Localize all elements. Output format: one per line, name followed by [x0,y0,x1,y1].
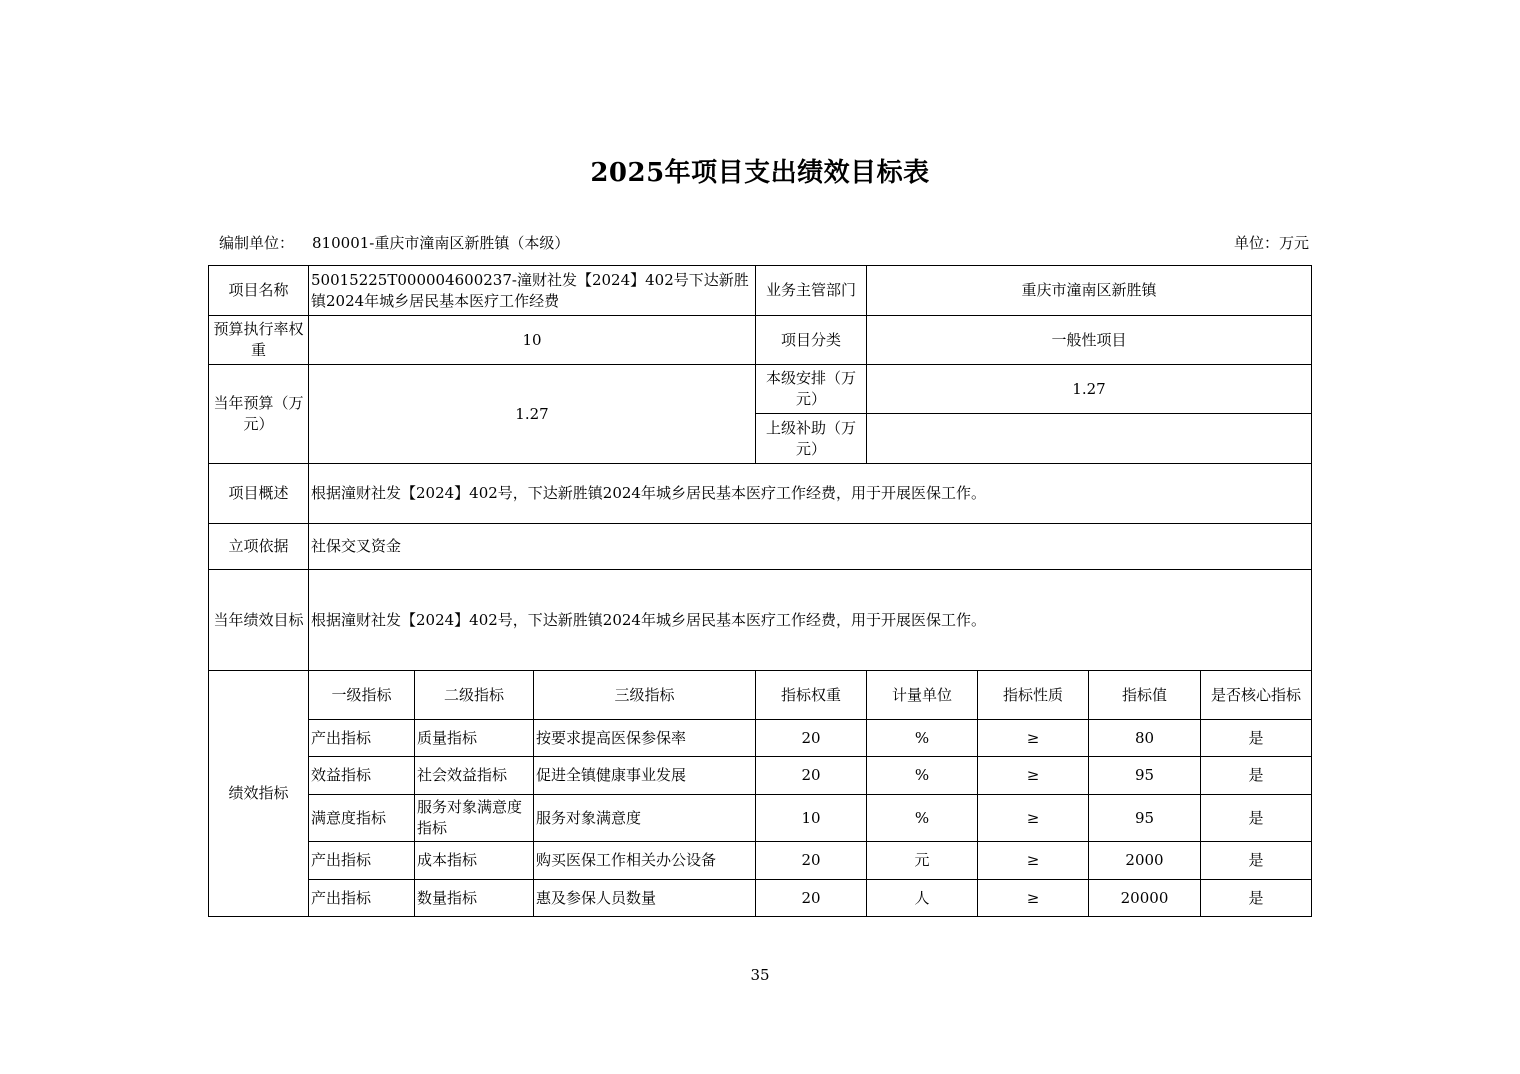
indicator-level1: 产出指标 [309,880,415,917]
indicator-weight: 20 [756,880,867,917]
indicator-weight: 20 [756,842,867,880]
basis-value: 社保交叉资金 [309,524,1312,570]
column-header: 计量单位 [867,671,978,720]
indicator-unit: % [867,720,978,757]
category-value: 一般性项目 [867,316,1312,365]
indicator-level2: 数量指标 [415,880,534,917]
perf-indicator-label: 绩效指标 [209,671,309,917]
basis-label: 立项依据 [209,524,309,570]
indicator-level1: 效益指标 [309,757,415,795]
indicator-header-row [209,671,1312,720]
indicator-unit: 元 [867,842,978,880]
indicator-weight: 10 [756,795,867,842]
column-header: 是否核心指标 [1201,671,1312,720]
compiling-unit-label: 编制单位： [219,234,295,252]
indicator-level2: 服务对象满意度指标 [415,795,534,842]
budget-value: 1.27 [309,365,756,464]
project-name-label: 项目名称 [209,266,309,316]
weight-value: 10 [309,316,756,365]
indicator-level3: 购买医保工作相关办公设备 [534,842,756,880]
goal-value: 根据潼财社发【2024】402号，下达新胜镇2024年城乡居民基本医疗工作经费，用于开展医保工作。 [309,570,1312,671]
indicator-level3: 按要求提高医保参保率 [534,720,756,757]
table-row [209,880,1312,917]
table-row [209,464,1312,524]
table-row [209,266,1312,316]
table-row [209,570,1312,671]
local-funding-value: 1.27 [867,365,1312,414]
table-row [209,757,1312,795]
goal-label: 当年绩效目标 [209,570,309,671]
indicator-value: 80 [1089,720,1201,757]
table-row [209,316,1312,365]
project-name-value: 50015225T000004600237-潼财社发【2024】402号下达新胜镇2024年城乡居民基本医疗工作经费 [309,266,756,316]
compiling-unit [219,232,569,253]
indicator-level3: 服务对象满意度 [534,795,756,842]
column-header: 指标性质 [978,671,1089,720]
table-row [209,365,1312,414]
indicator-level1: 产出指标 [309,842,415,880]
indicator-level2: 成本指标 [415,842,534,880]
indicator-nature: ≥ [978,842,1089,880]
indicator-unit: % [867,757,978,795]
indicator-core: 是 [1201,842,1312,880]
dept-label: 业务主管部门 [756,266,867,316]
indicator-nature: ≥ [978,720,1089,757]
indicator-core: 是 [1201,757,1312,795]
performance-target-table [208,265,1312,917]
column-header: 二级指标 [415,671,534,720]
indicator-value: 95 [1089,795,1201,842]
table-row [209,795,1312,842]
table-row [209,842,1312,880]
indicator-nature: ≥ [978,880,1089,917]
compiling-unit-value: 810001-重庆市潼南区新胜镇（本级） [312,234,570,252]
indicator-unit: % [867,795,978,842]
indicator-core: 是 [1201,795,1312,842]
indicator-level2: 质量指标 [415,720,534,757]
page-number: 35 [750,966,770,984]
indicator-weight: 20 [756,720,867,757]
column-header: 指标权重 [756,671,867,720]
indicator-level1: 满意度指标 [309,795,415,842]
indicator-value: 2000 [1089,842,1201,880]
column-header: 一级指标 [309,671,415,720]
upper-funding-label: 上级补助（万元） [756,414,867,464]
indicator-nature: ≥ [978,795,1089,842]
overview-value: 根据潼财社发【2024】402号，下达新胜镇2024年城乡居民基本医疗工作经费，用于开展医保工作。 [309,464,1312,524]
indicator-level3: 惠及参保人员数量 [534,880,756,917]
table-row [209,720,1312,757]
table-row [209,524,1312,570]
currency-unit: 单位：万元 [1233,234,1309,252]
indicator-value: 95 [1089,757,1201,795]
budget-label: 当年预算（万元） [209,365,309,464]
indicator-weight: 20 [756,757,867,795]
page-title: 2025年项目支出绩效目标表 [590,158,930,188]
local-funding-label: 本级安排（万元） [756,365,867,414]
category-label: 项目分类 [756,316,867,365]
indicator-level1: 产出指标 [309,720,415,757]
weight-label: 预算执行率权重 [209,316,309,365]
column-header: 指标值 [1089,671,1201,720]
column-header: 三级指标 [534,671,756,720]
upper-funding-value [867,414,1312,464]
indicator-unit: 人 [867,880,978,917]
indicator-level3: 促进全镇健康事业发展 [534,757,756,795]
indicator-core: 是 [1201,720,1312,757]
dept-value: 重庆市潼南区新胜镇 [867,266,1312,316]
indicator-value: 20000 [1089,880,1201,917]
indicator-nature: ≥ [978,757,1089,795]
indicator-level2: 社会效益指标 [415,757,534,795]
overview-label: 项目概述 [209,464,309,524]
indicator-core: 是 [1201,880,1312,917]
